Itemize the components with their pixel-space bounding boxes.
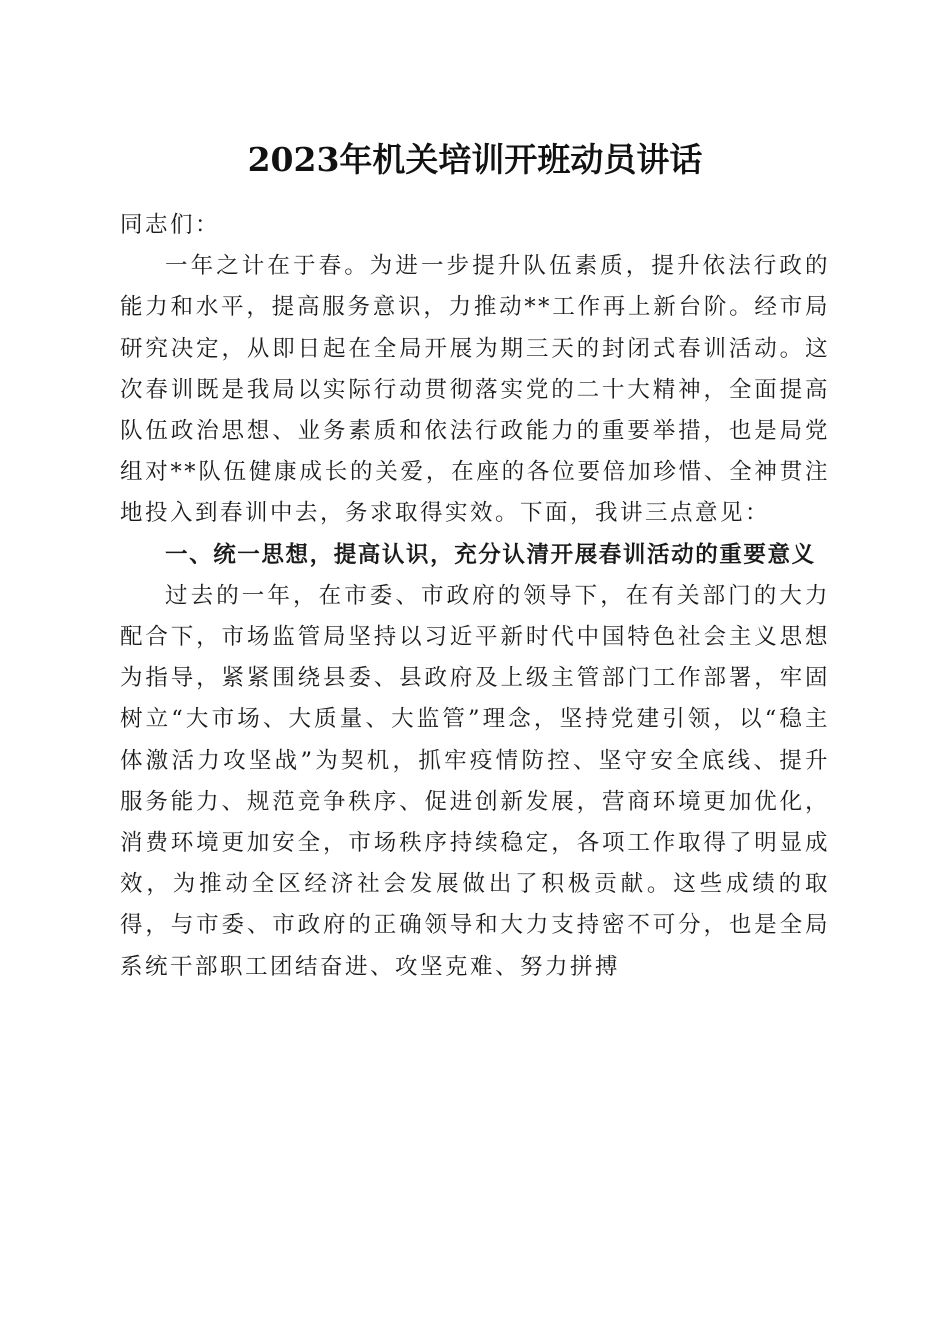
section-1-paragraph: 过去的一年，在市委、市政府的领导下，在有关部门的大力配合下，市场监管局坚持以习近平新时代中国特色社会主义思想为指导，紧紧围绕县委、县政府及上级主管部门工作部署，牢固树立“大市场、大质量、大监管”理念，坚持党建引领，以“稳主体激活力攻坚战”为契机，抓牢疫情防控、坚守安全底线、提升服务能力、规范竞争秩序、促进创新发展，营商环境更加优化，消费环境更加安全，市场秩序持续稳定，各项工作取得了明显成效，为推动全区经济社会发展做出了积极贡献。这些成绩的取得，与市委、市政府的正确领导和大力支持密不可分，也是全局系统干部职工团结奋进、攻坚克难、努力拼搏	[120, 582, 830, 980]
salutation: 同志们：	[120, 212, 221, 238]
document-title: 2023年机关培训开班动员讲话	[247, 140, 703, 179]
intro-paragraph: 一年之计在于春。为进一步提升队伍素质，提升依法行政的能力和水平，提高服务意识，力推动**工作再上新台阶。经市局研究决定，从即日起在全局开展为期三天的封闭式春训活动。这次春训既是我局以实际行动贯彻落实党的二十大精神，全面提高队伍政治思想、业务素质和依法行政能力的重要举措，也是局党组对**队伍健康成长的关爱，在座的各位要倍加珍惜、全神贯注地投入到春训中去，务求取得实效。下面，我讲三点意见：	[120, 253, 830, 527]
section-1-heading: 一、统一思想，提高认识，充分认清开展春训活动的重要意义	[165, 541, 816, 568]
document-body	[120, 205, 830, 988]
